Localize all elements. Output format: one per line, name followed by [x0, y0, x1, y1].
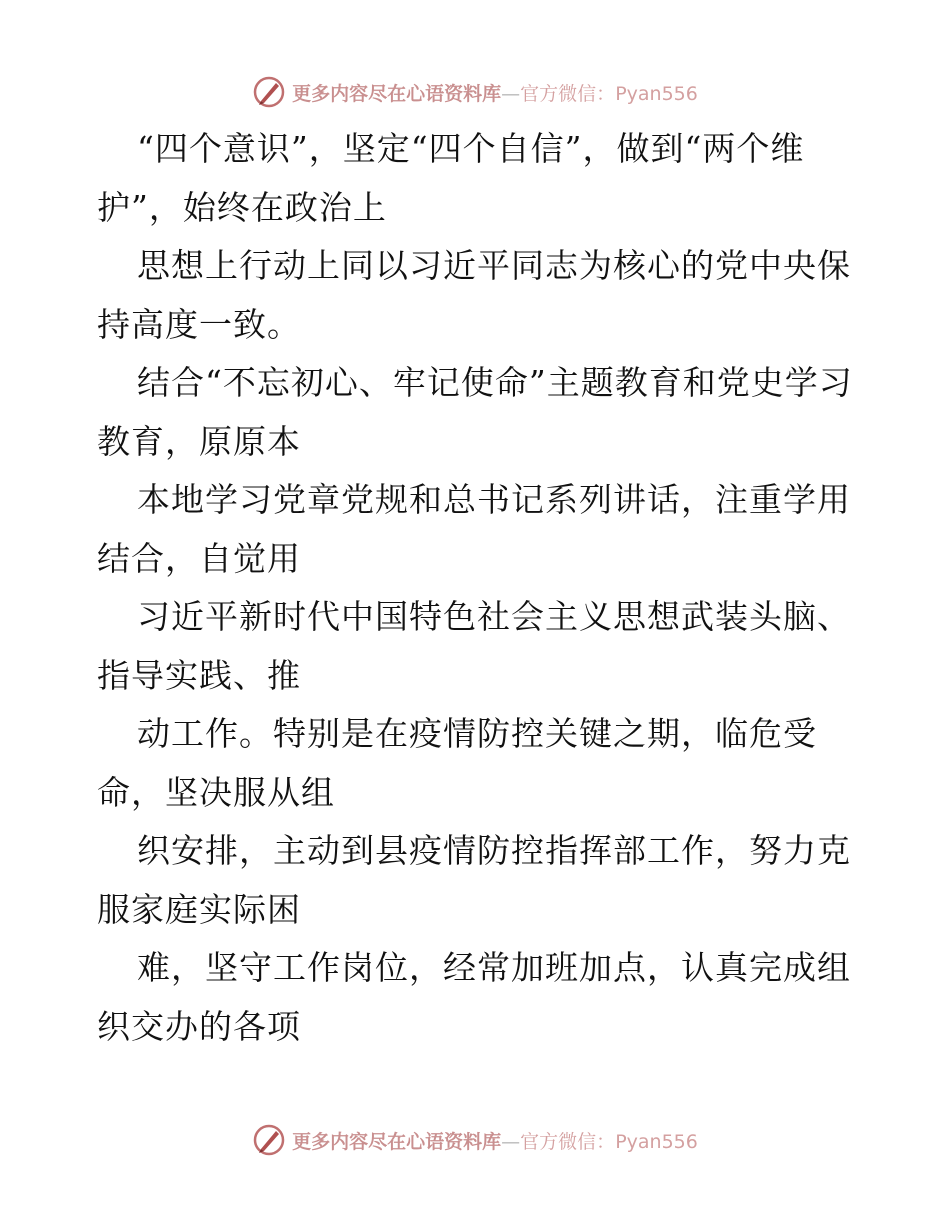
paragraph: 织安排，主动到县疫情防控指挥部工作，努力克服家庭实际困	[97, 831, 851, 929]
paragraph: 难，坚守工作岗位，经常加班加点，认真完成组织交办的各项	[97, 948, 851, 1046]
paragraph: “四个意识”，坚定“四个自信”，做到“两个维护”，始终在政治上	[97, 129, 805, 227]
paragraph: 结合“不忘初心、牢记使命”主题教育和党史学习教育，原原本	[97, 363, 853, 461]
watermark-text: 更多内容尽在心语资料库—官方微信：Pyan556	[292, 82, 698, 105]
footer-watermark-banner	[0, 1120, 950, 1160]
paragraph: 思想上行动上同以习近平同志为核心的党中央保持高度一致。	[97, 246, 851, 344]
quill-logo-icon	[252, 75, 286, 109]
paragraph: 本地学习党章党规和总书记系列讲话，注重学用结合，自觉用	[97, 480, 851, 578]
document-body	[97, 120, 857, 1056]
quill-logo-icon	[252, 1123, 286, 1157]
header-watermark-banner	[0, 72, 950, 112]
watermark-text: 更多内容尽在心语资料库—官方微信：Pyan556	[292, 1130, 698, 1153]
paragraph: 动工作。特别是在疫情防控关键之期，临危受命，坚决服从组	[97, 714, 817, 812]
paragraph: 习近平新时代中国特色社会主义思想武装头脑、指导实践、推	[97, 597, 851, 695]
